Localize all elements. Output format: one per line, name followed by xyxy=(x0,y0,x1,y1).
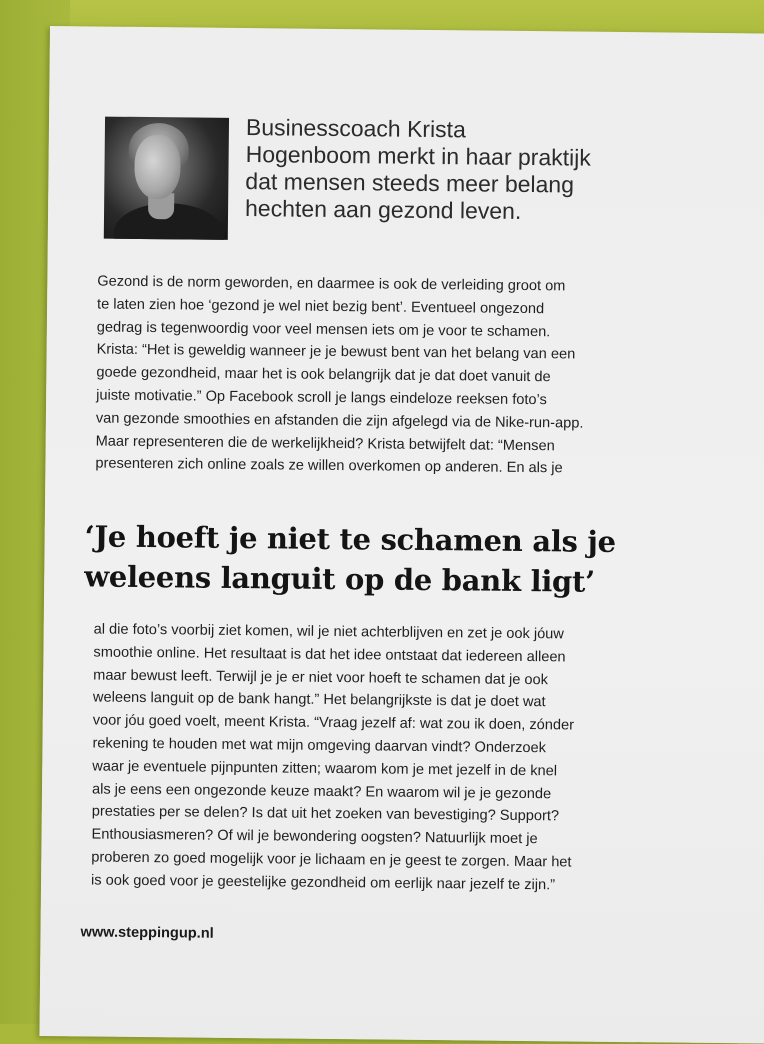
intro-line: hechten aan gezond leven. xyxy=(244,195,522,224)
body-line: Enthousiasmeren? Of wil je bewondering oogsten? Natuurlijk moet je xyxy=(91,826,538,848)
body-paragraph-1 xyxy=(95,271,677,482)
body-line: weleens languit op de bank hangt.” Het belangrijkste is dat je doet wat xyxy=(92,689,546,711)
body-line: al die foto’s voorbij ziet komen, wil je niet achterblijven en zet je ook jóuw xyxy=(93,621,564,643)
author-portrait xyxy=(104,117,229,240)
body-line: Gezond is de norm geworden, en daarmee is ook de verleiding groot om xyxy=(97,273,566,295)
body-line: is ook goed voor je geestelijke gezondheid om eerlijk naar jezelf te zijn.” xyxy=(90,872,556,894)
intro-line: dat mensen steeds meer belang xyxy=(245,168,575,198)
pull-quote-line: ‘Je hoeft je niet te schamen als je xyxy=(84,519,616,559)
body-line: te laten zien hoe ‘gezond je wel niet bezig bent’. Eventueel ongezond xyxy=(97,296,545,317)
body-line: gedrag is tegenwoordig voor veel mensen iets om je voor te schamen. xyxy=(96,319,551,340)
website-link[interactable]: www.steppingup.nl xyxy=(80,924,214,942)
body-line: juiste motivatie.” Op Facebook scroll je langs eindeloze reeksen foto’s xyxy=(96,387,547,409)
intro-line: Hogenboom merkt in haar praktijk xyxy=(245,141,591,171)
pull-quote xyxy=(84,516,685,602)
body-line: Krista: “Het is geweldig wanneer je je bewust bent van het belang van een xyxy=(96,341,576,363)
magazine-page xyxy=(39,26,764,1044)
body-paragraph-2 xyxy=(91,618,674,898)
body-line: smoothie online. Het resultaat is dat het idee ontstaat dat iedereen alleen xyxy=(93,644,566,666)
body-line: presenteren zich online zoals ze willen overkomen op anderen. En als je xyxy=(95,455,563,477)
body-line: van gezonde smoothies en afstanden die zijn afgelegd via de Nike-run-app. xyxy=(95,410,584,432)
body-line: goede gezondheid, maar het is ook belangrijk dat je dat doet vanuit de xyxy=(96,364,551,386)
intro-line: Businesscoach Krista xyxy=(245,114,466,143)
portrait-face xyxy=(134,135,181,199)
body-line: rekening te houden met wat mijn omgeving daarvan vindt? Onderzoek xyxy=(92,735,547,757)
body-line: voor jóu goed voelt, meent Krista. “Vraag jezelf af: wat zou ik doen, zónder xyxy=(92,712,575,734)
pull-quote-line: weleens languit op de bank ligt’ xyxy=(84,559,596,599)
body-line: proberen zo goed mogelijk voor je lichaam en je geest te zorgen. Maar het xyxy=(91,849,572,871)
intro-text xyxy=(245,114,686,227)
body-line: Maar representeren die de werkelijkheid? Krista betwijfelt dat: “Mensen xyxy=(95,433,555,454)
body-line: waar je eventuele pijnpunten zitten; waarom kom je met jezelf in de knel xyxy=(92,758,558,780)
body-line: maar bewust leeft. Terwijl je je er niet voor hoeft te schamen dat je ook xyxy=(93,667,549,688)
body-line: als je eens een ongezonde keuze maakt? En waarom wil je je gezonde xyxy=(91,781,552,802)
body-line: prestaties per se delen? Is dat uit het zoeken van bevestiging? Support? xyxy=(91,803,560,825)
